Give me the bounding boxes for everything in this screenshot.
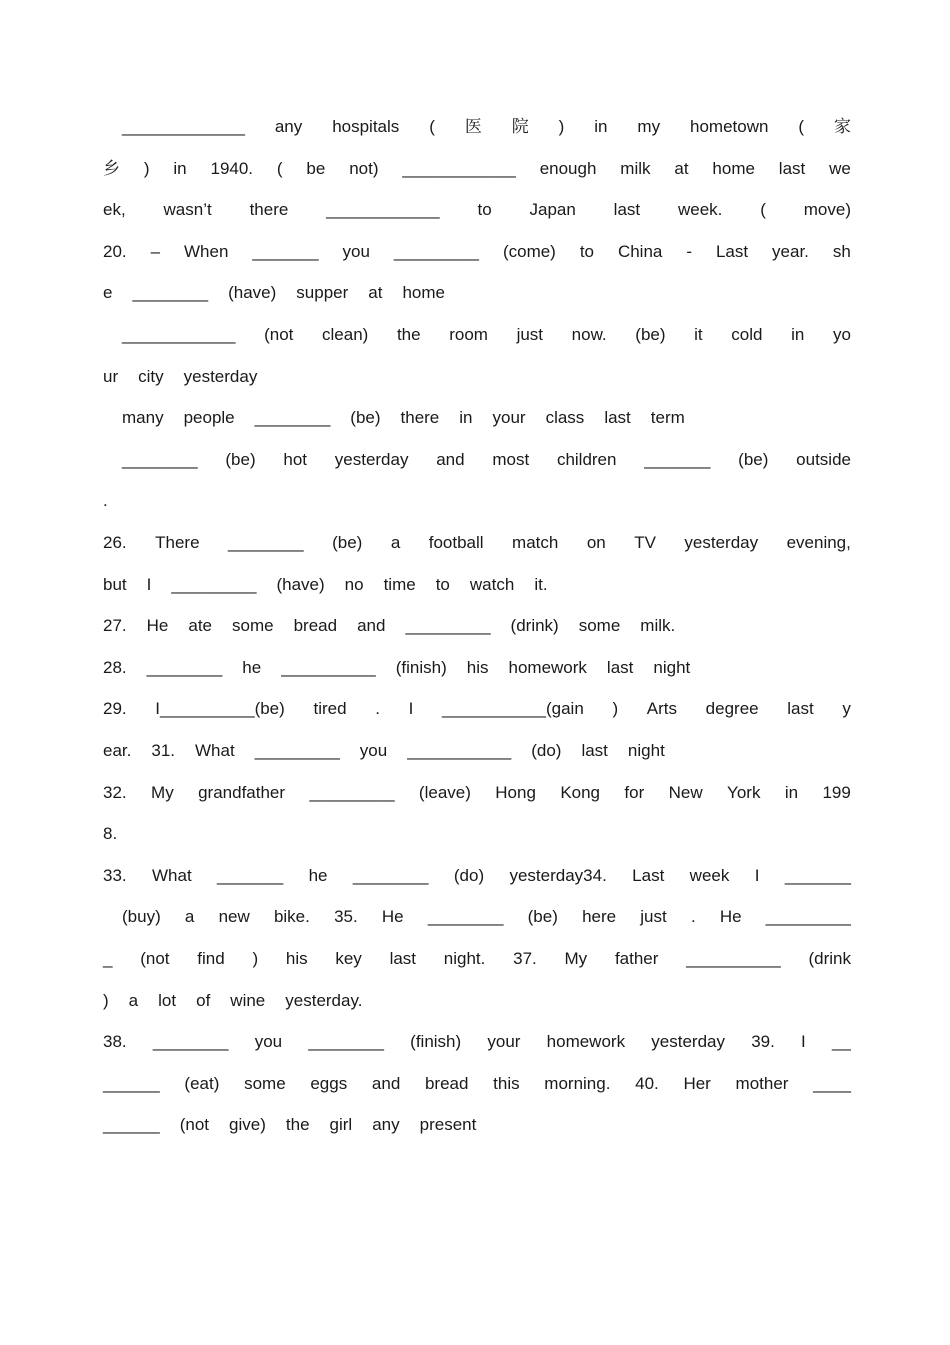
text-line: ur city yesterday bbox=[103, 366, 258, 386]
text-line: ______ (eat) some eggs and bread this morning. 40. Her mother ____ bbox=[103, 1073, 851, 1093]
text-line: ear. 31. What _________ you ___________ (do) last night bbox=[103, 741, 665, 760]
text-line: 33. What _______ he ________ (do) yesterday34. Last week I _______ bbox=[103, 865, 851, 885]
text-line: _____________ any hospitals ( 医 院 ) in my hometown ( 家 bbox=[122, 117, 851, 136]
text-line: 38. ________ you ________ (finish) your homework yesterday 39. I __ bbox=[103, 1032, 851, 1052]
text-line: ____________ (not clean) the room just now. (be) it cold in yo bbox=[122, 325, 851, 344]
text-line: many people ________ (be) there in your class last term bbox=[122, 408, 685, 428]
text-line: ________ (be) hot yesterday and most children _______ (be) outside bbox=[122, 449, 851, 469]
text-line: 20. – When _______ you _________ (come) to China - Last year. sh bbox=[103, 241, 851, 261]
text-line: 32. My grandfather _________ (leave) Hong Kong for New York in 199 bbox=[103, 782, 851, 802]
text-line: ek, wasn’t there ____________ to Japan last week. ( move) bbox=[103, 200, 851, 220]
text-line: ______ (not give) the girl any present bbox=[103, 1115, 477, 1135]
text-line: 28. ________ he __________ (finish) his homework last night bbox=[103, 657, 691, 677]
text-line: (buy) a new bike. 35. He ________ (be) here just . He _________ bbox=[122, 907, 851, 927]
text-line: 27. He ate some bread and _________ (drink) some milk. bbox=[103, 616, 676, 636]
text-line: but I _________ (have) no time to watch it. bbox=[103, 574, 548, 594]
text-line: 26. There ________ (be) a football match on TV yesterday evening, bbox=[103, 533, 851, 552]
text-line: 29. I__________(be) tired . I ___________(gain ) Arts degree last y bbox=[103, 699, 851, 719]
text-line: e ________ (have) supper at home bbox=[103, 283, 445, 303]
text-line: . bbox=[103, 491, 108, 511]
text-line: ) a lot of wine yesterday. bbox=[103, 990, 363, 1010]
text-line: 8. bbox=[103, 824, 118, 844]
text-line: 乡 ) in 1940. ( be not) ____________ enough milk at home last we bbox=[103, 158, 851, 178]
text-line: _ (not find ) his key last night. 37. My father __________ (drink bbox=[103, 949, 851, 968]
